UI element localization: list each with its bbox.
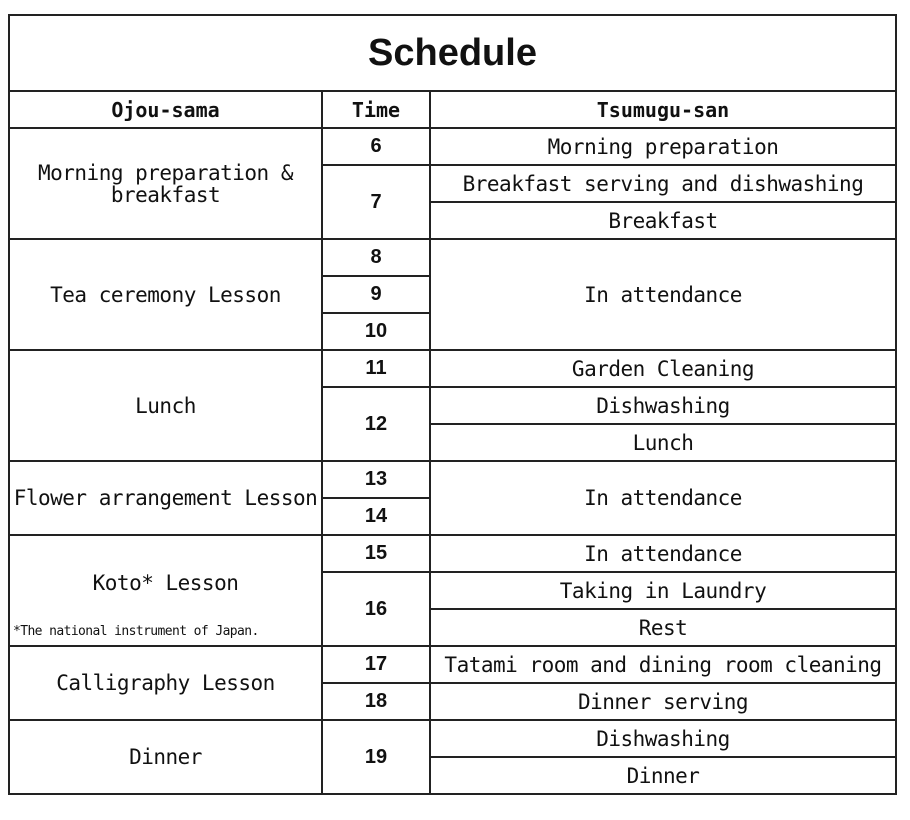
tsumugi-task: Garden Cleaning <box>430 350 896 387</box>
hour-cell: 8 <box>322 239 430 276</box>
tsumugi-task: Taking in Laundry <box>430 572 896 609</box>
ojou-activity-tea: Tea ceremony Lesson <box>9 239 322 350</box>
table-row <box>9 646 896 683</box>
hour-cell: 18 <box>322 683 430 720</box>
table-row <box>9 128 896 165</box>
koto-footnote: *The national instrument of Japan. <box>13 624 259 639</box>
tsumugi-task: Morning preparation <box>430 128 896 165</box>
hour-cell: 11 <box>322 350 430 387</box>
ojou-activity-flower: Flower arrangement Lesson <box>9 461 322 535</box>
hour-cell: 17 <box>322 646 430 683</box>
tsumugi-task: Breakfast <box>430 202 896 239</box>
ojou-activity-lunch: Lunch <box>9 350 322 461</box>
ojou-activity-calligraphy: Calligraphy Lesson <box>9 646 322 720</box>
tsumugi-task: Dinner <box>430 757 896 794</box>
hour-cell: 7 <box>322 165 430 239</box>
tsumugi-task: Dinner serving <box>430 683 896 720</box>
hour-cell: 14 <box>322 498 430 535</box>
tsumugi-task: In attendance <box>430 535 896 572</box>
tsumugi-task: Tatami room and dining room cleaning <box>430 646 896 683</box>
hour-cell: 6 <box>322 128 430 165</box>
table-row <box>9 350 896 387</box>
tsumugi-task: Dishwashing <box>430 387 896 424</box>
hour-cell: 19 <box>322 720 430 794</box>
table-row <box>9 720 896 757</box>
hour-cell: 16 <box>322 572 430 646</box>
schedule-table <box>8 14 897 795</box>
table-row <box>9 461 896 498</box>
tsumugi-task: Rest <box>430 609 896 646</box>
header-time: Time <box>322 91 430 128</box>
koto-lesson-label: Koto* Lesson <box>92 570 239 595</box>
ojou-activity-dinner: Dinner <box>9 720 322 794</box>
header-tsumugu-san: Tsumugu-san <box>430 91 896 128</box>
hour-cell: 12 <box>322 387 430 461</box>
tsumugi-task: In attendance <box>430 239 896 350</box>
tsumugi-task: Lunch <box>430 424 896 461</box>
schedule-title: Schedule <box>9 15 896 91</box>
header-ojou-sama: Ojou-sama <box>9 91 322 128</box>
tsumugi-task: Dishwashing <box>430 720 896 757</box>
hour-cell: 9 <box>322 276 430 313</box>
table-row <box>9 535 896 572</box>
hour-cell: 15 <box>322 535 430 572</box>
ojou-activity-koto <box>9 535 322 646</box>
tsumugi-task: Breakfast serving and dishwashing <box>430 165 896 202</box>
hour-cell: 13 <box>322 461 430 498</box>
ojou-activity-morning: Morning preparation & breakfast <box>9 128 322 239</box>
tsumugi-task: In attendance <box>430 461 896 535</box>
table-row <box>9 239 896 276</box>
hour-cell: 10 <box>322 313 430 350</box>
